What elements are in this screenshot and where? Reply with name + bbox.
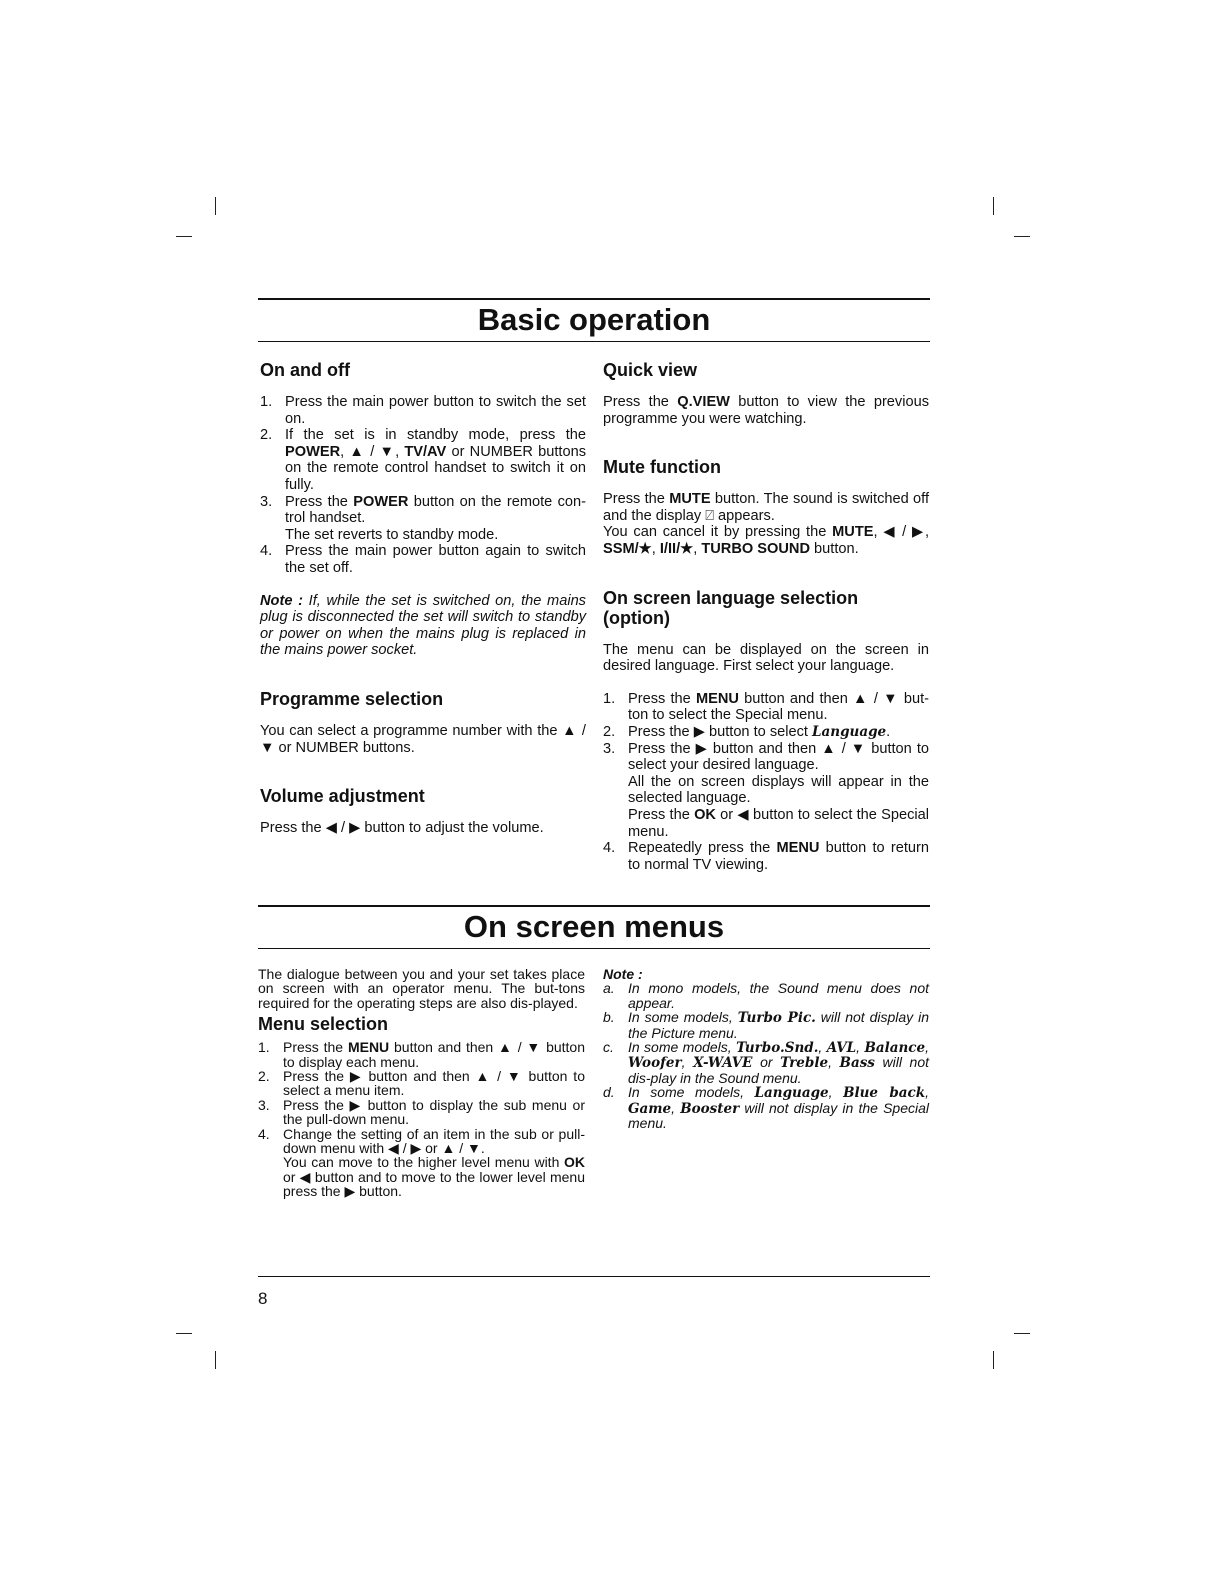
list-item-text: Press the MENU button and then ▲ / ▼ button to display each menu.: [283, 1039, 585, 1070]
list-item-text: In some models, Language, Blue back, Game, Booster will not display in the Special menu.: [628, 1084, 930, 1132]
page-number: 8: [258, 1289, 268, 1308]
heading-programme-selection: Programme selection: [260, 688, 444, 709]
list-item-number: a.: [603, 980, 615, 997]
list-item-text: Press the ▶ button and then ▲ / ▼ button to select your desired language. All the on screen displays will appear in the selected language. Press the OK or ◀ button to select the Special menu.: [628, 740, 929, 840]
list-item: [260, 494, 586, 544]
list-item: [260, 394, 586, 427]
on-off-note: Note : If, while the set is switched on, the mains plug is disconnected the set will switch to standby or power on when the mains plug is replaced in the mains power socket.: [260, 592, 586, 659]
list-item: [603, 1085, 929, 1130]
crop-mark: [993, 1351, 994, 1369]
list-item-number: 4.: [603, 840, 616, 857]
list-item-text: If the set is in standby mode, press the POWER, ▲ / ▼, TV/AV or NUMBER buttons on the remote control handset to switch it on fully.: [285, 427, 586, 493]
list-item-number: 2.: [260, 427, 273, 444]
list-item: [258, 1127, 585, 1199]
mute-icon: ⍁: [705, 507, 714, 524]
crop-mark: [1014, 1333, 1030, 1334]
list-item-text: Repeatedly press the MENU button to return to normal TV viewing.: [628, 840, 929, 873]
list-item: [258, 1040, 585, 1069]
list-item-text: Press the ▶ button to select Language.: [628, 723, 891, 740]
programme-text: You can select a programme number with the ▲ / ▼ or NUMBER buttons.: [260, 722, 586, 756]
list-item: [260, 543, 586, 576]
menus-note-label: Note :: [603, 966, 643, 982]
header-rule-bottom: [258, 948, 930, 949]
menus-intro: The dialogue between you and your set takes place on screen with an operator menu. The but-tons required for the operating steps are also dis-played.: [258, 966, 585, 1011]
list-item: [603, 1040, 929, 1085]
section-title-on-screen-menus: On screen menus: [463, 909, 725, 944]
heading-quick-view: Quick view: [603, 360, 698, 380]
heading-volume-adjustment: Volume adjustment: [260, 786, 425, 807]
list-item: [258, 1098, 585, 1127]
list-item: [260, 427, 586, 493]
list-item-text: In some models, Turbo.Snd., AVL, Balance, Woofer, X-WAVE or Treble, Bass will not dis-play in the Sound menu.: [628, 1039, 930, 1086]
list-item-number: 3.: [603, 740, 616, 757]
header-rule-bottom: [258, 341, 930, 342]
language-intro: The menu can be displayed on the screen in desired language. First select your language.: [603, 641, 929, 675]
list-item-text: Press the MENU button and then ▲ / ▼ but-ton to select the Special menu.: [628, 690, 929, 724]
list-item: [603, 724, 929, 741]
list-item-text: Press the ▶ button and then ▲ / ▼ button to select a menu item.: [283, 1068, 585, 1099]
footer-rule: [258, 1276, 930, 1277]
list-item: [603, 981, 929, 1010]
header-rule-top: [258, 905, 930, 907]
list-item-number: d.: [603, 1084, 615, 1101]
basic-right-column: [603, 360, 929, 873]
list-item-number: 1.: [260, 394, 273, 410]
menu-selection-list: [258, 1040, 585, 1198]
crop-mark: [993, 197, 994, 215]
list-item-text: Press the main power button again to switch the set off.: [285, 543, 586, 576]
list-item-text: Change the setting of an item in the sub or pull-down menu with ◀ / ▶ or ▲ / ▼. You can move to the higher level menu with OK or ◀ button and to move to the lower level menu press the ▶ button.: [283, 1125, 585, 1200]
language-list: [603, 691, 929, 874]
list-item: [603, 1010, 929, 1040]
crop-mark: [176, 1333, 192, 1334]
header-rule-top: [258, 298, 930, 300]
list-item-text: Press the main power button to switch the set on.: [285, 394, 586, 427]
heading-language-selection: On screen language selection (option): [603, 587, 859, 628]
list-item-text: In mono models, the Sound menu does not appear.: [628, 980, 929, 1011]
menus-note-list: [603, 981, 929, 1130]
menus-right-column: [603, 967, 929, 1130]
list-item-number: 4.: [258, 1125, 270, 1142]
crop-mark: [176, 236, 192, 237]
list-item-number: 3.: [258, 1096, 270, 1113]
heading-on-and-off: On and off: [260, 360, 350, 380]
list-item-text: Press the ▶ button to display the sub menu or the pull-down menu.: [283, 1096, 585, 1128]
list-item-number: 1.: [603, 690, 616, 707]
list-item-number: 2.: [258, 1068, 270, 1085]
list-item-number: b.: [603, 1009, 615, 1026]
quick-view-text: Press the Q.VIEW button to view the previous programme you were watching.: [603, 394, 929, 427]
list-item-number: 3.: [260, 493, 273, 510]
list-item-number: 2.: [603, 723, 616, 740]
menus-left-column: [258, 967, 585, 1199]
list-item: [603, 741, 929, 841]
crop-mark: [1014, 236, 1030, 237]
list-item: [603, 691, 929, 724]
heading-mute-function: Mute function: [603, 457, 721, 478]
list-item-text: Press the POWER button on the remote con-trol handset. The set reverts to standby mode.: [285, 493, 586, 543]
crop-mark: [215, 197, 216, 215]
crop-mark: [215, 1351, 216, 1369]
basic-left-column: [260, 360, 586, 837]
list-item: [603, 840, 929, 873]
list-item: [258, 1069, 585, 1098]
on-off-list: [260, 394, 586, 577]
list-item-number: 1.: [258, 1039, 270, 1056]
list-item-number: 4.: [260, 543, 273, 560]
list-item-number: c.: [603, 1039, 614, 1056]
section-title-basic-operation: Basic operation: [477, 302, 711, 337]
heading-menu-selection: Menu selection: [258, 1014, 389, 1035]
volume-text: Press the ◀ / ▶ button to adjust the volume.: [260, 820, 544, 837]
mute-text: Press the MUTE button. The sound is switched off and the display ⍁ appears. You can cancel it by pressing the MUTE, ◀ / ▶, SSM/★, I/II/★, TURBO SOUND button.: [603, 491, 929, 557]
list-item-text: In some models, Turbo Pic. will not display in the Picture menu.: [628, 1009, 929, 1041]
